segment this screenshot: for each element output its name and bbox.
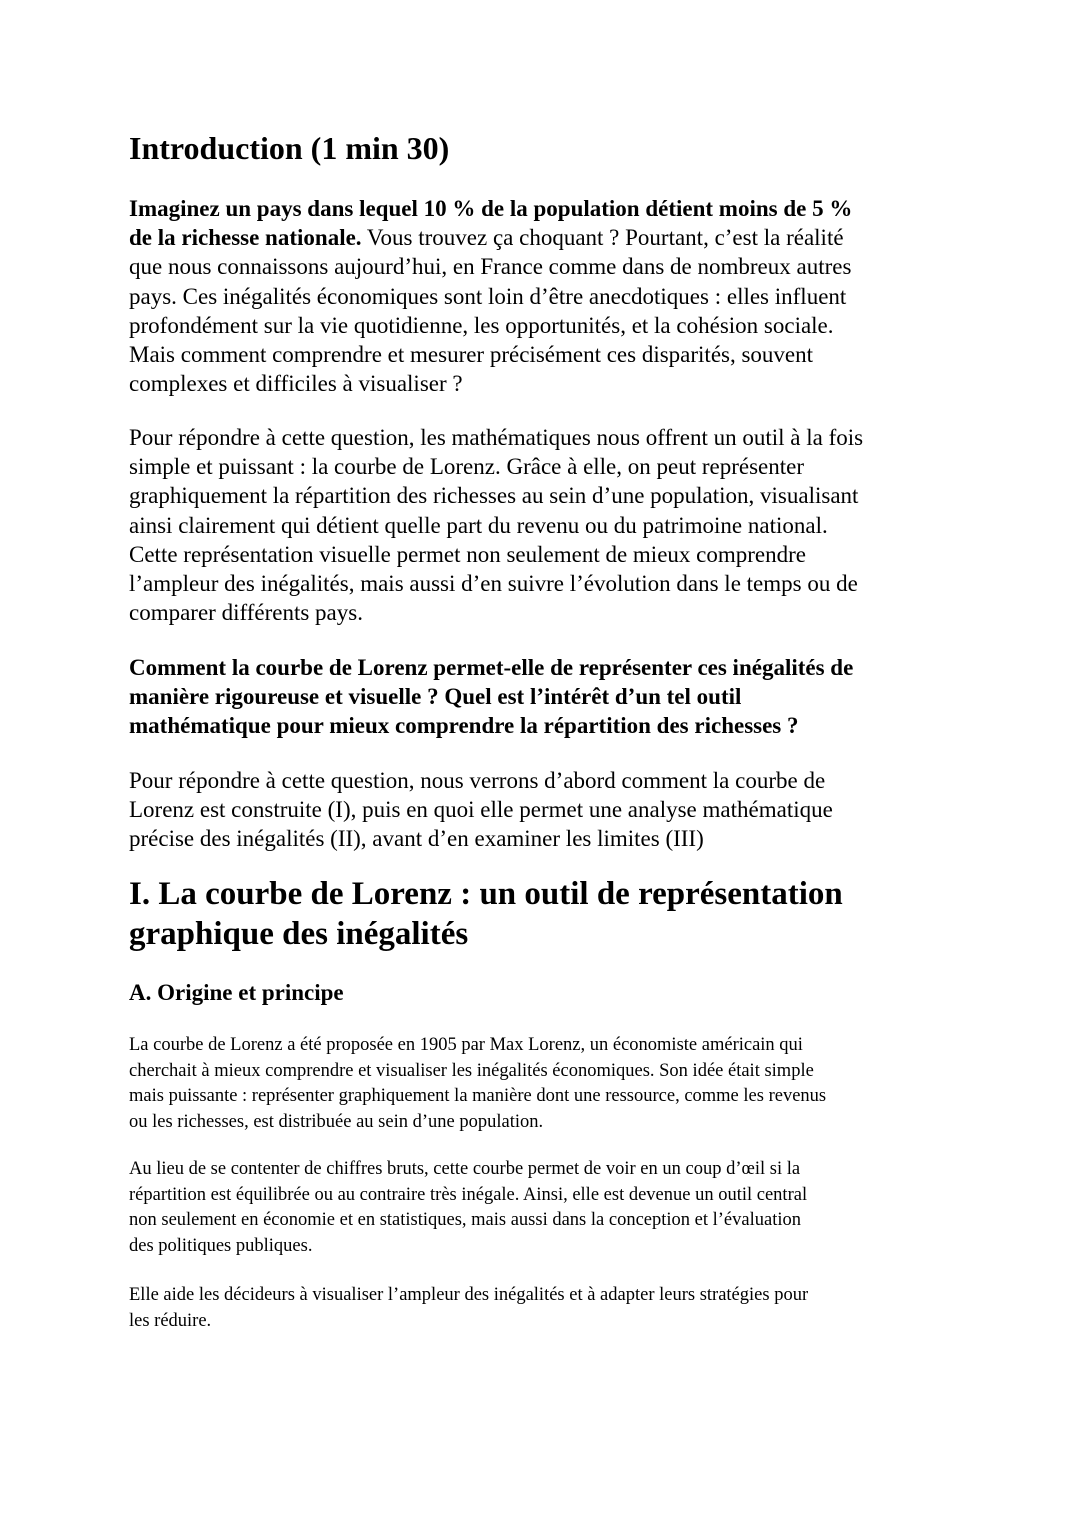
section-paragraph-1 xyxy=(129,1033,959,1135)
problem-statement xyxy=(129,653,959,741)
intro-paragraph-plan xyxy=(129,766,959,854)
bold-text: de la richesse nationale. xyxy=(129,225,362,251)
intro-paragraph-2 xyxy=(129,423,959,627)
section-1a-heading: A. Origine et principe xyxy=(129,980,344,1005)
text-line: graphiquement la répartition des richesses au sein d’une population, visualisant xyxy=(129,483,859,509)
text-line: répartition est équilibrée ou au contraire très inégale. Ainsi, elle est devenue un outil central xyxy=(129,1184,808,1205)
text-line: non seulement en économie et en statistiques, mais aussi dans la conception et l’évaluation xyxy=(129,1210,801,1231)
text-line: Mais comment comprendre et mesurer précisément ces disparités, souvent xyxy=(129,342,814,368)
text-line: que nous connaissons aujourd’hui, en France comme dans de nombreux autres xyxy=(129,254,852,280)
text-line: complexes et difficiles à visualiser ? xyxy=(129,371,463,397)
text-line: pays. Ces inégalités économiques sont loin d’être anecdotiques : elles influent xyxy=(129,283,847,309)
text-line xyxy=(129,194,959,223)
text-line: mathématique pour mieux comprendre la répartition des richesses ? xyxy=(129,713,799,739)
text-line: Cette représentation visuelle permet non seulement de mieux comprendre xyxy=(129,541,806,567)
bold-text: Imaginez un pays dans lequel 10 % de la population détient moins de 5 % xyxy=(129,196,853,221)
section-paragraph-2 xyxy=(129,1157,959,1259)
text-run: Vous trouvez ça choquant ? Pourtant, c’est la réalité xyxy=(361,225,844,251)
heading-line: I. La courbe de Lorenz : un outil de représentation xyxy=(129,876,843,912)
text-line: ou les richesses, est distribuée au sein d’une population. xyxy=(129,1111,544,1132)
text-line: cherchait à mieux comprendre et visualiser les inégalités économiques. Son idée était simple xyxy=(129,1060,814,1081)
section-paragraph-3 xyxy=(129,1283,959,1334)
text-line: La courbe de Lorenz a été proposée en 1905 par Max Lorenz, un économiste américain qui xyxy=(129,1035,803,1055)
intro-heading: Introduction (1 min 30) xyxy=(129,130,450,166)
text-line: Lorenz est construite (I), puis en quoi elle permet une analyse mathématique xyxy=(129,797,833,823)
text-line: l’ampleur des inégalités, mais aussi d’en suivre l’évolution dans le temps ou de xyxy=(129,571,858,597)
text-line: Pour répondre à cette question, nous verrons d’abord comment la courbe de xyxy=(129,768,826,793)
text-line: des politiques publiques. xyxy=(129,1235,313,1256)
text-line: ainsi clairement qui détient quelle part du revenu ou du patrimoine national. xyxy=(129,512,828,538)
text-line: Au lieu de se contenter de chiffres bruts, cette courbe permet de voir en un coup d’œil si la xyxy=(129,1159,801,1179)
heading-line: graphique des inégalités xyxy=(129,916,469,952)
text-line: précise des inégalités (II), avant d’en examiner les limites (III) xyxy=(129,826,704,852)
text-line: comparer différents pays. xyxy=(129,600,363,626)
text-line: simple et puissant : la courbe de Lorenz. Grâce à elle, on peut représenter xyxy=(129,454,805,480)
text-line: les réduire. xyxy=(129,1310,212,1331)
text-line: Pour répondre à cette question, les mathématiques nous offrent un outil à la fois xyxy=(129,425,864,450)
text-line: manière rigoureuse et visuelle ? Quel est l’intérêt d’un tel outil xyxy=(129,684,742,710)
text-line: Elle aide les décideurs à visualiser l’ampleur des inégalités et à adapter leurs stratégies pour xyxy=(129,1285,809,1305)
text-line: Comment la courbe de Lorenz permet-elle de représenter ces inégalités de xyxy=(129,655,854,680)
text-line: mais puissante : représenter graphiquement la manière dont une ressource, comme les revenus xyxy=(129,1086,827,1107)
section-1-heading xyxy=(129,874,959,954)
text-line xyxy=(129,223,959,252)
intro-paragraph-1 xyxy=(129,194,959,398)
text-line: profondément sur la vie quotidienne, les opportunités, et la cohésion sociale. xyxy=(129,312,834,338)
